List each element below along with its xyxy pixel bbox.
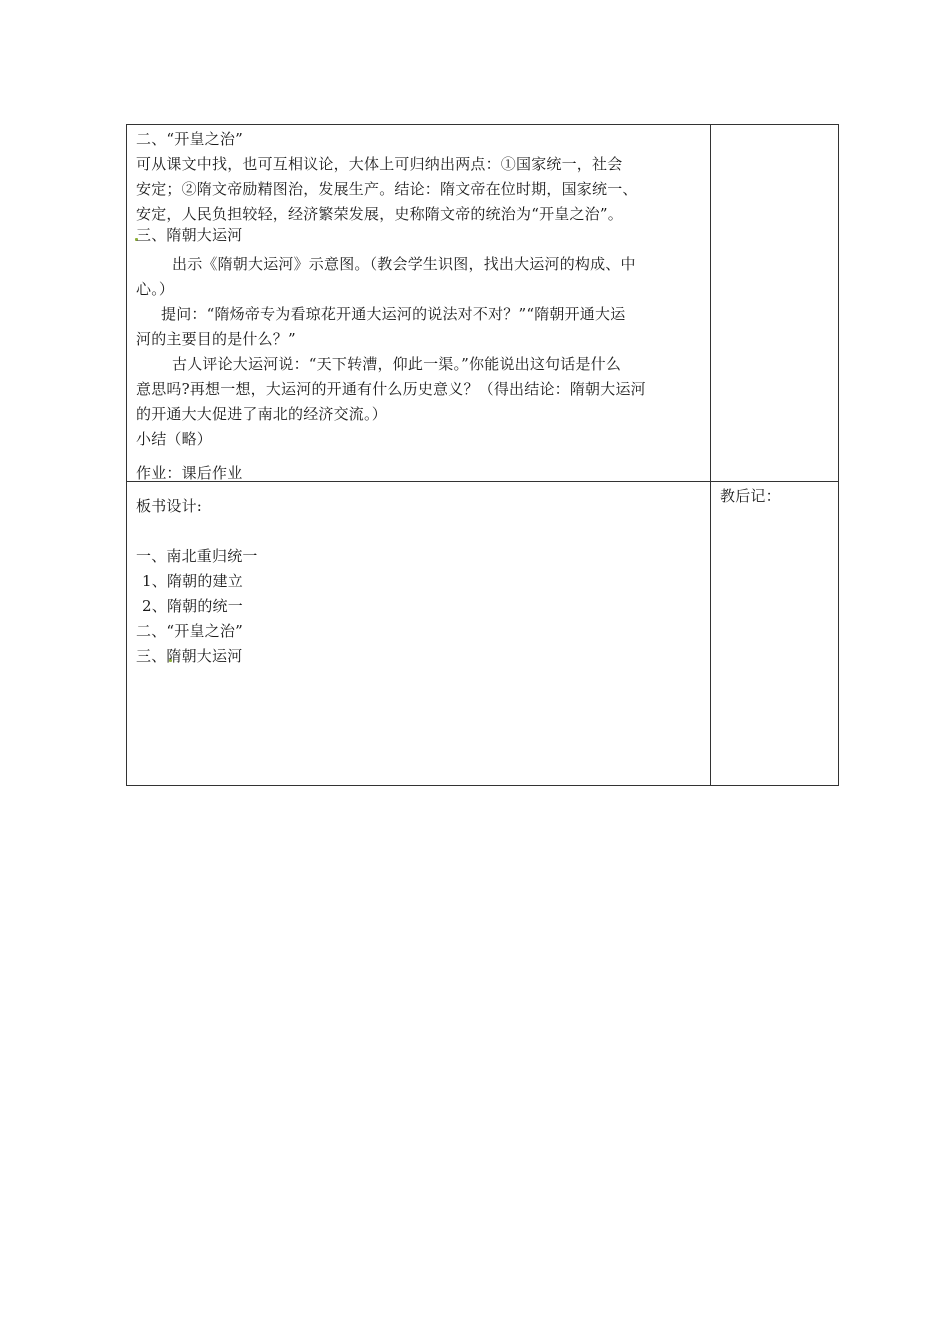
board-item-3: 2、隋朝的统一 xyxy=(142,597,243,615)
section3-line-5: 古人评论大运河说：“天下转漕，仰此一渠。”你能说出这句话是什么 xyxy=(172,355,622,373)
lesson-plan-table xyxy=(126,124,839,786)
board-item-2: 1、隋朝的建立 xyxy=(142,572,243,590)
board-design-cell xyxy=(127,482,711,786)
section3-line-4: 河的主要目的是什么？” xyxy=(136,330,296,348)
board-item-1: 一、南北重归统一 xyxy=(136,547,258,565)
section2-line-2: 安定；②隋文帝励精图治，发展生产。结论：隋文帝在位时期，国家统一、 xyxy=(136,180,638,198)
lesson-content-cell xyxy=(127,125,711,482)
section2-line-1: 可从课文中找，也可互相议论，大体上可归纳出两点：①国家统一，社会 xyxy=(136,155,623,173)
homework-line: 作业：课后作业 xyxy=(136,464,243,482)
board-title: 板书设计: xyxy=(136,497,203,515)
board-item-5: 三、隋朝大运河 xyxy=(136,647,243,665)
section3-line-2: 心。） xyxy=(136,280,175,298)
section2-line-3: 安定，人民负担较轻，经济繁荣发展，史称隋文帝的统治为“开皇之治”。 xyxy=(136,205,623,223)
section3-title: 三、隋朝大运河 xyxy=(136,226,243,244)
reflection-title: 教后记： xyxy=(720,487,781,505)
summary-line: 小结（略） xyxy=(136,430,213,448)
reflection-cell xyxy=(711,482,839,786)
section2-title: 二、“开皇之治” xyxy=(136,130,243,148)
section3-line-7: 的开通大大促进了南北的经济交流。） xyxy=(136,405,387,423)
board-item-4: 二、“开皇之治” xyxy=(136,622,243,640)
section3-line-3: 提问：“隋炀帝专为看琼花开通大运河的说法对不对？”“隋朝开通大运 xyxy=(161,305,626,323)
notes-empty-cell xyxy=(711,125,839,482)
section3-line-6: 意思吗?再想一想，大运河的开通有什么历史意义？（得出结论：隋朝大运河 xyxy=(136,380,646,398)
section3-line-1: 出示《隋朝大运河》示意图。（教会学生识图，找出大运河的构成、中 xyxy=(172,255,636,273)
